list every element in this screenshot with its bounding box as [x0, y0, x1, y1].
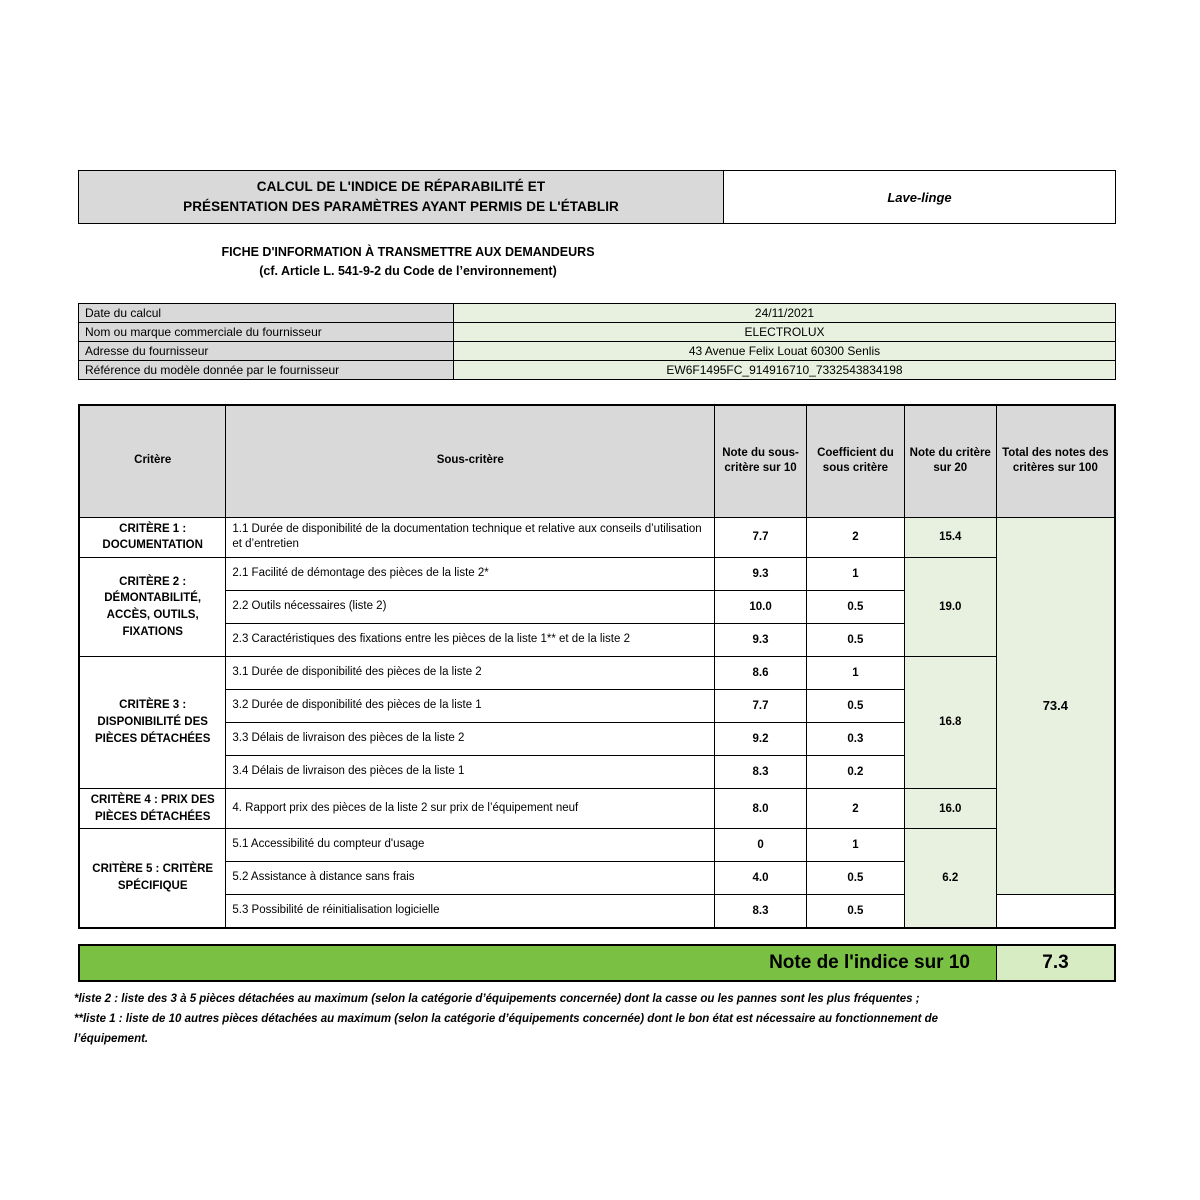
criterion-4-note20: 16.0 [904, 788, 996, 828]
subtitle-line2: (cf. Article L. 541-9-2 du Code de l’environnement) [259, 263, 557, 278]
table-row [79, 788, 1115, 828]
subcriterion-4-label: 4. Rapport prix des pièces de la liste 2 sur prix de l’équipement neuf [226, 788, 715, 828]
info-label-brand: Nom ou marque commerciale du fournisseur [79, 323, 454, 342]
subcriterion-3-3-note10: 9.2 [715, 722, 807, 755]
subcriterion-5-2-coef: 0.5 [806, 862, 904, 895]
document-title-line2: PRÉSENTATION DES PARAMÈTRES AYANT PERMIS DE L'ÉTABLIR [183, 199, 619, 214]
info-label-model: Référence du modèle donnée par le fournisseur [79, 361, 454, 380]
table-row [79, 361, 1116, 380]
document-subtitle [78, 243, 738, 281]
subcriterion-5-1-note10: 0 [715, 829, 807, 862]
criterion-5-note20: 6.2 [904, 829, 996, 928]
info-label-date: Date du calcul [79, 304, 454, 323]
header-coefficient: Coefficient du sous critère [806, 405, 904, 517]
criterion-1-note20: 15.4 [904, 517, 996, 557]
footnote-liste-1-cont: l’équipement. [74, 1032, 149, 1045]
subcriterion-2-3-label: 2.3 Caractéristiques des fixations entre les pièces de la liste 1** et de la liste 2 [226, 623, 715, 656]
final-score-label: Note de l'indice sur 10 [769, 952, 970, 973]
subcriterion-1-1-label: 1.1 Durée de disponibilité de la documentation technique et relative aux conseils d’utilisation et d’entretien [226, 517, 715, 557]
header-criterion: Critère [79, 405, 226, 517]
subcriterion-5-1-label: 5.1 Accessibilité du compteur d'usage [226, 829, 715, 862]
criterion-3-name: CRITÈRE 3 : DISPONIBILITÉ DES PIÈCES DÉTACHÉES [79, 656, 226, 788]
info-value-model: EW6F1495FC_914916710_7332543834198 [454, 361, 1116, 380]
subcriterion-3-2-note10: 7.7 [715, 689, 807, 722]
subcriterion-5-3-label: 5.3 Possibilité de réinitialisation logicielle [226, 895, 715, 928]
header-total-100: Total des notes des critères sur 100 [996, 405, 1115, 517]
subcriterion-3-4-note10: 8.3 [715, 755, 807, 788]
header-note-10: Note du sous-critère sur 10 [715, 405, 807, 517]
table-row [79, 342, 1116, 361]
subcriterion-2-2-label: 2.2 Outils nécessaires (liste 2) [226, 590, 715, 623]
footnote-liste-2: *liste 2 : liste des 3 à 5 pièces détachées au maximum (selon la catégorie d’équipements concernée) dont la casse ou les pannes sont les plus fréquentes ; [74, 993, 920, 1005]
document-header [78, 170, 1116, 224]
subcriterion-2-2-coef: 0.5 [806, 590, 904, 623]
subcriterion-5-2-note10: 4.0 [715, 862, 807, 895]
subcriterion-3-1-note10: 8.6 [715, 656, 807, 689]
criterion-4-name: CRITÈRE 4 : PRIX DES PIÈCES DÉTACHÉES [79, 788, 226, 828]
subcriterion-3-3-coef: 0.3 [806, 722, 904, 755]
table-row [79, 557, 1115, 590]
info-value-address: 43 Avenue Felix Louat 60300 Senlis [454, 342, 1116, 361]
subcriterion-3-1-label: 3.1 Durée de disponibilité des pièces de la liste 2 [226, 656, 715, 689]
subtitle-line1: FICHE D'INFORMATION À TRANSMETTRE AUX DEMANDEURS [221, 245, 595, 259]
header-subcriterion: Sous-critère [226, 405, 715, 517]
subcriterion-3-1-coef: 1 [806, 656, 904, 689]
subcriterion-2-3-coef: 0.5 [806, 623, 904, 656]
criterion-2-note20: 19.0 [904, 557, 996, 656]
subcriterion-1-1-note10: 7.7 [715, 517, 807, 557]
subcriterion-3-4-coef: 0.2 [806, 755, 904, 788]
subcriterion-2-1-label: 2.1 Facilité de démontage des pièces de la liste 2* [226, 557, 715, 590]
header-note-20: Note du critère sur 20 [904, 405, 996, 517]
table-row [79, 323, 1116, 342]
table-row [79, 656, 1115, 689]
criterion-1-name: CRITÈRE 1 : DOCUMENTATION [79, 517, 226, 557]
subcriterion-3-2-coef: 0.5 [806, 689, 904, 722]
subcriterion-3-2-label: 3.2 Durée de disponibilité des pièces de la liste 1 [226, 689, 715, 722]
subcriterion-3-4-label: 3.4 Délais de livraison des pièces de la liste 1 [226, 755, 715, 788]
final-score-value: 7.3 [996, 946, 1114, 980]
product-category: Lave-linge [724, 171, 1115, 223]
info-value-date: 24/11/2021 [454, 304, 1116, 323]
table-row [79, 829, 1115, 862]
subcriterion-2-3-note10: 9.3 [715, 623, 807, 656]
table-row [79, 304, 1116, 323]
subcriterion-4-note10: 8.0 [715, 788, 807, 828]
subcriterion-5-1-coef: 1 [806, 829, 904, 862]
subcriterion-3-3-label: 3.3 Délais de livraison des pièces de la liste 2 [226, 722, 715, 755]
subcriterion-2-2-note10: 10.0 [715, 590, 807, 623]
criteria-table [78, 404, 1116, 929]
subcriterion-4-coef: 2 [806, 788, 904, 828]
subcriterion-5-3-coef: 0.5 [806, 895, 904, 928]
subcriterion-5-2-label: 5.2 Assistance à distance sans frais [226, 862, 715, 895]
document-title [79, 171, 724, 223]
criterion-3-note20: 16.8 [904, 656, 996, 788]
info-label-address: Adresse du fournisseur [79, 342, 454, 361]
subcriterion-1-1-coef: 2 [806, 517, 904, 557]
criterion-5-name: CRITÈRE 5 : CRITÈRE SPÉCIFIQUE [79, 829, 226, 928]
subcriterion-2-1-coef: 1 [806, 557, 904, 590]
supplier-info-table [78, 303, 1116, 380]
info-value-brand: ELECTROLUX [454, 323, 1116, 342]
total-notes-100: 73.4 [996, 517, 1115, 895]
subcriterion-2-1-note10: 9.3 [715, 557, 807, 590]
table-header-row [79, 405, 1115, 517]
footnote-liste-1: **liste 1 : liste de 10 autres pièces détachées au maximum (selon la catégorie d’équipements concernée) dont le bon état est nécessaire au fonctionnement de [74, 1012, 939, 1025]
subcriterion-5-3-note10: 8.3 [715, 895, 807, 928]
criterion-2-name: CRITÈRE 2 : DÉMONTABILITÉ, ACCÈS, OUTILS, FIXATIONS [79, 557, 226, 656]
final-score-band [78, 944, 1116, 982]
document-title-line1: CALCUL DE L'INDICE DE RÉPARABILITÉ ET [256, 179, 546, 195]
table-row [79, 517, 1115, 557]
footnotes [74, 990, 1134, 1050]
